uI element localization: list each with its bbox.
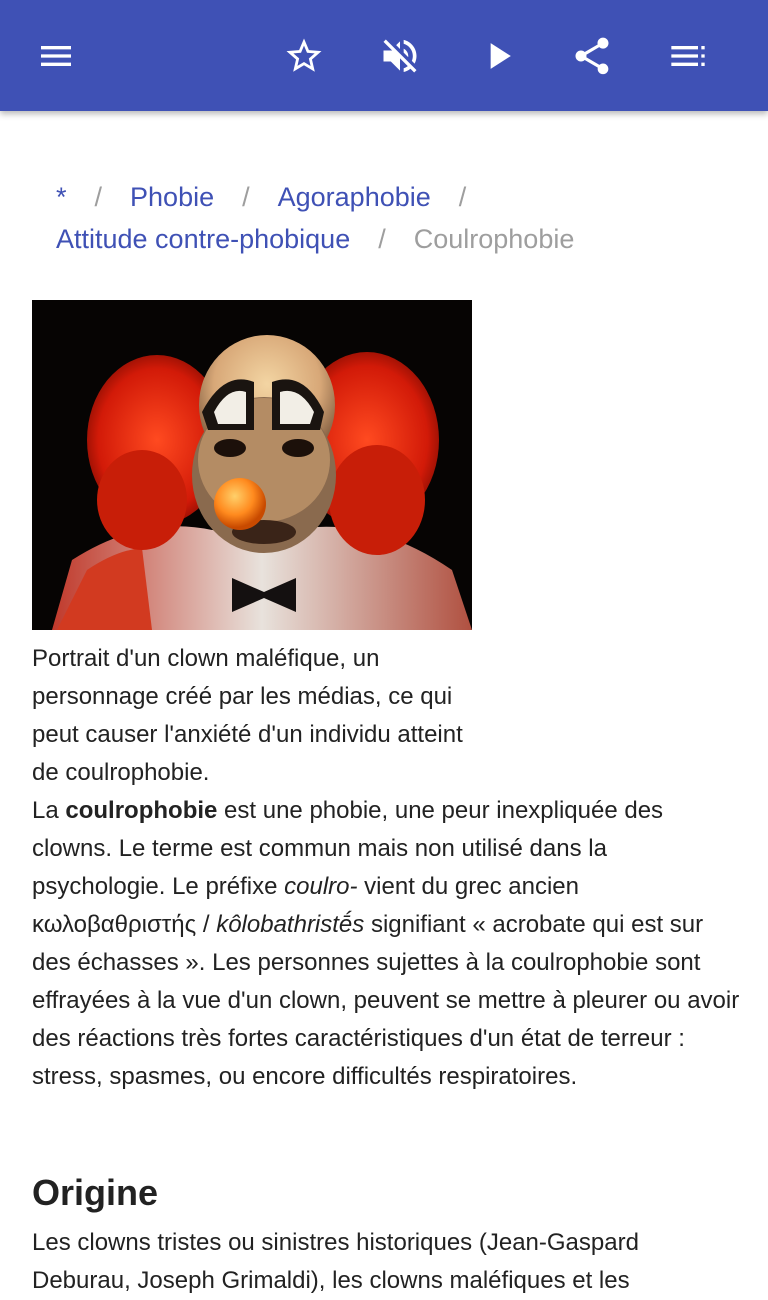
volume-off-icon: [378, 34, 422, 78]
section-paragraph: Les clowns tristes ou sinistres historiques (Jean-Gaspard Deburau, Joseph Grimaldi), les clowns maléfiques et les: [32, 1229, 639, 1294]
mute-button[interactable]: [372, 28, 428, 84]
prefix-term: coulro-: [284, 873, 358, 900]
breadcrumb-item-agoraphobie[interactable]: Agoraphobie: [277, 182, 431, 212]
article-term: coulrophobie: [65, 797, 218, 824]
breadcrumb-item-current: Coulrophobie: [413, 224, 575, 254]
share-button[interactable]: [564, 28, 620, 84]
play-icon: [476, 34, 520, 78]
clown-portrait-illustration: [32, 300, 472, 630]
menu-icon: [36, 36, 76, 76]
breadcrumb: [56, 176, 736, 260]
text-run: est une phobie, une peur inexpliquée des clowns. Le terme est commun mais non utilisé dans la psychologie. Le préfixe: [32, 797, 664, 900]
greek-transliteration: kôlobathristḗs: [216, 911, 365, 938]
app-bar: [0, 0, 768, 111]
play-button[interactable]: [470, 28, 526, 84]
text-run: signifiant « acrobate qui est sur des échasses ». Les personnes sujettes à la coulrophobie sont effrayées à la vue d'un clown, peuvent se mettre à pleurer ou avoir des réactions très fortes caractéristiques d'un état de terreur : stress, spasmes, ou encore difficultés respiratoires.: [32, 911, 740, 1090]
menu-button[interactable]: [28, 28, 84, 84]
clown-portrait-image[interactable]: [32, 300, 472, 630]
breadcrumb-item-phobie[interactable]: Phobie: [130, 182, 215, 212]
section-heading-origine: Origine: [32, 1172, 159, 1213]
breadcrumb-separator: /: [378, 224, 386, 254]
breadcrumb-separator: /: [94, 182, 103, 212]
table-of-contents-button[interactable]: [660, 28, 716, 84]
breadcrumb-item-home[interactable]: *: [56, 182, 67, 212]
playlist-icon: [668, 36, 708, 76]
article-intro-paragraph: [32, 792, 742, 1096]
text-run: vient du grec ancien κωλοβαθριστής /: [32, 873, 579, 938]
text-run: La: [32, 797, 66, 824]
breadcrumb-item-attitude-contre-phobique[interactable]: Attitude contre-phobique: [56, 224, 351, 254]
star-outline-icon: [283, 35, 325, 77]
breadcrumb-separator: /: [242, 182, 250, 212]
breadcrumb-separator: /: [458, 182, 467, 212]
figure-caption: Portrait d'un clown maléfique, un personnage créé par les médias, ce qui peut causer l'anxiété d'un individu atteint de coulrophobie.: [32, 645, 463, 786]
share-icon: [570, 34, 614, 78]
favorite-button[interactable]: [276, 28, 332, 84]
